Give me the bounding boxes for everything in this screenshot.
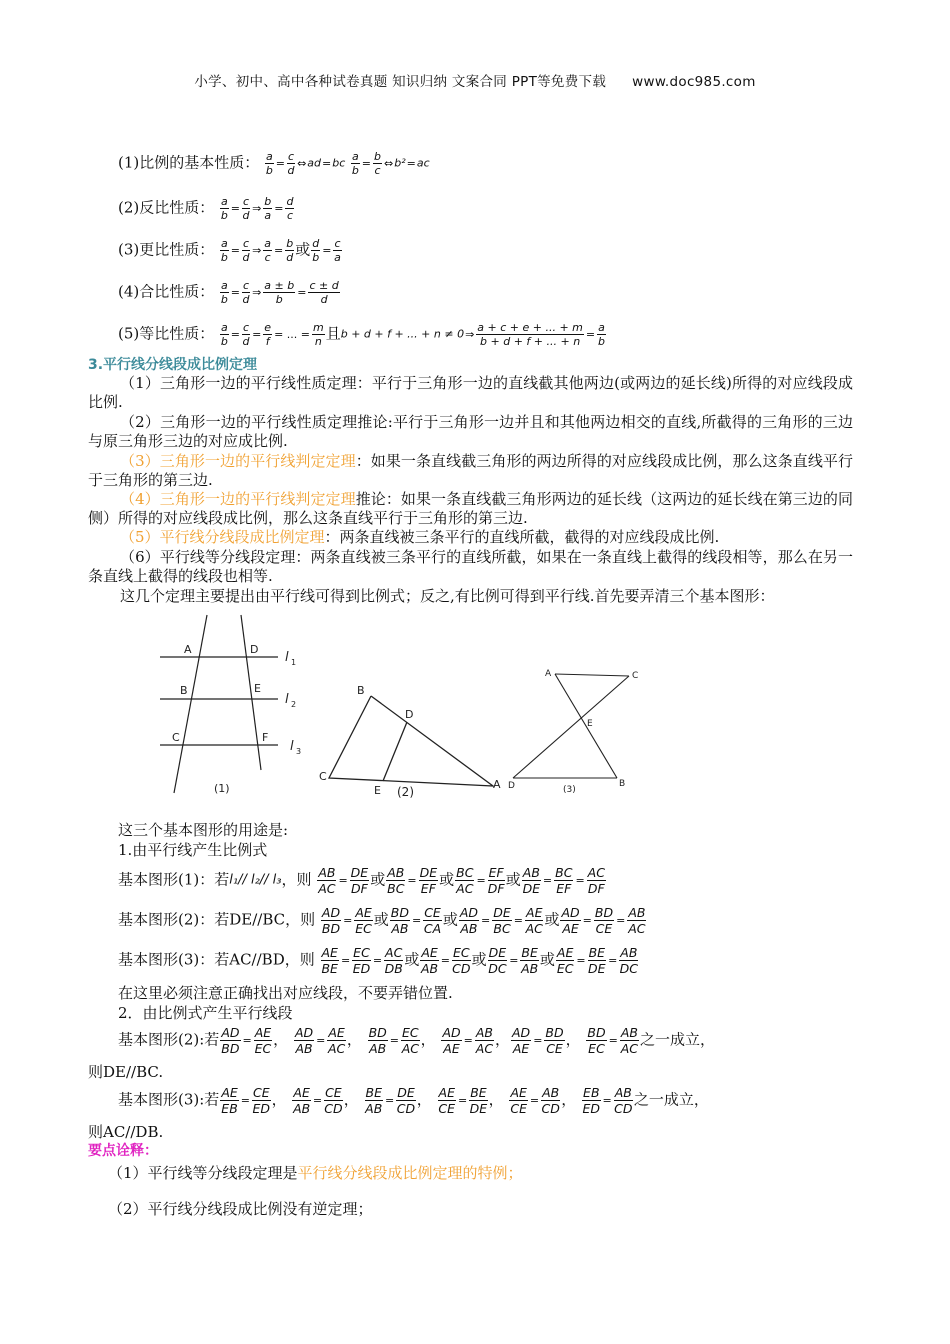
caption-1: (1) [214,782,230,795]
label-l2: l [285,692,289,707]
header-site: www.doc985.com [632,74,756,90]
label-A: A [545,669,552,679]
theorem-4: （4）三角形一边的平行线判定定理推论：如果一条直线截三角形两边的延长线（这两边的延长线在第三边的同侧）所得的对应线段成比例，那么这条直线平行于三角形的第三边. [88,490,853,527]
theorem-1: （1）三角形一边的平行线性质定理：平行于三角形一边的直线截其他两边(或两边的延长线)所得的对应线段成比例. [88,374,853,411]
label-B: B [619,779,626,789]
section-title: 3.平行线分线段成比例定理 [88,357,258,373]
label-A: A [493,778,501,791]
keypoint-1: （1）平行线等分线段定理是平行线分线段成比例定理的特例； [108,1164,523,1182]
prop-inverse: (2)反比性质： $\frac{a}{b}$ = $\frac{c}{d}$ ⇒ $\frac{b}{a}$ = $\frac{d}{c}$ [118,195,294,222]
prop-addition: (4)合比性质： $\frac{a}{b}$ = $\frac{c}{d}$ ⇒ $\frac{a \pm b}{b}$ = $\frac{c \pm d}{d}$ [118,279,339,306]
segment-AC [555,674,629,676]
theorem-3: （3）三角形一边的平行线判定定理：如果一条直线截三角形的两边所得的对应线段成比例，那么这条直线平行于三角形的第三边. [88,452,853,489]
segment-CD [513,676,629,778]
theorem-6: （6）平行线等分线段定理：两条直线被三条平行的直线所截，如果在一条直线上截得的线段相等，那么在另一条直线上截得的线段也相等. [88,548,853,585]
label-l3: l [290,739,294,754]
uses-intro: 这三个基本图形的用途是: [118,821,289,839]
label-l1: l [285,650,289,665]
caption-3: (3) [563,785,576,795]
figure-3 [505,660,655,800]
figure-2-parallel-conditions: 基本图形(2):若 $\frac{AD}{BD}$ = $\frac{AE}{EC}$ ， $\frac{AD}{AB}$ = $\frac{AE}{AC}$ ， $\frac{BD}{AB}$ = $\frac{EC}{AC}$ ， $\frac{AD}{AE}$ = $\frac{AB}{AC}$ ， $\frac{AD}{AE}$ = $\frac{BD}{CE}$ ， $\frac{BD}{EC}$ = $\frac{AB}{AC}$ 之一成立， [118,1025,715,1056]
label-E: E [374,784,381,797]
label-l3-sub: 3 [296,747,302,756]
keypoint-2: （2）平行线分线段成比例没有逆定理； [108,1200,373,1218]
theorem-2: （2）三角形一边的平行线性质定理推论:平行于三角形一边并且和其他两边相交的直线,所截得的三角形的三边与原三角形三边的对应成比例. [88,413,853,450]
fraction: $\frac{b}{c}$ [374,150,381,177]
label-C: C [632,671,639,681]
fraction: $\frac{a}{b}$ [265,150,273,177]
page-header [0,70,950,90]
label-E: E [587,719,593,729]
caption-2: (2) [397,785,414,799]
prop-alternate: (3)更比性质： $\frac{a}{b}$ = $\frac{c}{d}$ ⇒ $\frac{a}{c}$ = $\frac{b}{d}$ 或 $\frac{d}{b}$ = $\frac{c}{a}$ [118,237,341,264]
figure-2-conclusion: 则DE//BC. [88,1063,164,1081]
transversal-left [174,615,207,793]
figure-1 [150,605,320,800]
label-C: C [172,731,180,744]
header-title: 小学、初中、高中各种试卷真题 知识归纳 文案合同 PPT等免费下载 [194,74,607,90]
fraction: $\frac{c}{d}$ [287,150,295,177]
figure-2 [315,678,510,803]
label-F: F [262,731,269,744]
fraction: $\frac{a}{b}$ [351,150,359,177]
prop-equal-ratio: (5)等比性质： $\frac{a}{b}$ = $\frac{c}{d}$ = $\frac{e}{f}$ = ... = $\frac{m}{n}$ 且b + d + f + ... + n ≠ 0⇒ $\frac{a + c + e + ... + m}{b + d + f + ... + n}$ = $\frac{a}{b}$ [118,321,605,348]
uses-heading-1: 1.由平行线产生比例式 [118,841,268,859]
figure-3-parallel-conditions: 基本图形(3):若 $\frac{AE}{EB}$ = $\frac{CE}{ED}$ ， $\frac{AE}{AB}$ = $\frac{CE}{CD}$ ， $\frac{BE}{AB}$ = $\frac{DE}{CD}$ ， $\frac{AE}{CE}$ = $\frac{BE}{DE}$ ， $\frac{AE}{CE}$ = $\frac{AB}{CD}$ ， $\frac{EB}{ED}$ = $\frac{AB}{CD}$ 之一成立， [118,1085,709,1116]
figure-2-proportions: 基本图形(2)：若DE//BC，则 $\frac{AD}{BD}$ = $\frac{AE}{EC}$ 或 $\frac{BD}{AB}$ = $\frac{CE}{CA}$ 或 $\frac{AD}{AB}$ = $\frac{DE}{BC}$ = $\frac{AE}{AC}$ 或 $\frac{AD}{AE}$ = $\frac{BD}{CE}$ = $\frac{AB}{AC}$ [118,905,646,936]
label-D: D [508,781,515,791]
figure-3-conclusion: 则AC//DB. [88,1123,164,1141]
label-A: A [184,643,192,656]
uses-heading-2: 2．由比例式产生平行线段 [118,1004,293,1022]
label-D: D [250,643,259,656]
label-D: D [405,708,414,721]
segment-DE [383,722,407,781]
segment-AB [555,674,617,778]
label-l2-sub: 2 [291,700,297,709]
figure-3-proportions: 基本图形(3)：若AC//BD，则 $\frac{AE}{BE}$ = $\frac{EC}{ED}$ = $\frac{AC}{DB}$ 或 $\frac{AE}{AB}$ = $\frac{EC}{CD}$ 或 $\frac{DE}{DC}$ = $\frac{BE}{AB}$ 或 $\frac{AE}{EC}$ = $\frac{BE}{DE}$ = $\frac{AB}{DC}$ [118,945,639,976]
theorem-summary: 这几个定理主要提出由平行线可得到比例式；反之,有比例可得到平行线.首先要弄清三个基本图形： [120,587,775,605]
label-E: E [254,682,261,695]
prop-basic: (1)比例的基本性质： $\frac{a}{b}$ = $\frac{c}{d}$ ⇔ad=bc $\frac{a}{b}$ = $\frac{b}{c}$ ⇔b²=ac [118,150,430,177]
uses-note: 在这里必须注意正确找出对应线段，不要弄错位置. [118,984,453,1002]
label-l1-sub: 1 [291,658,297,667]
label-B: B [180,684,188,697]
keypoints-title: 要点诠释： [88,1143,158,1159]
label-C: C [319,770,327,783]
theorem-5: （5）平行线分线段成比例定理：两条直线被三条平行的直线所截，截得的对应线段成比例. [120,528,720,546]
figure-1-proportions: 基本图形(1)：若l₁// l₂// l₃，则 $\frac{AB}{AC}$ = $\frac{DE}{DF}$ 或 $\frac{AB}{BC}$ = $\frac{DE}{EF}$ 或 $\frac{BC}{AC}$ = $\frac{EF}{DF}$ 或 $\frac{AB}{DE}$ = $\frac{BC}{EF}$ = $\frac{AC}{DF}$ [118,865,605,896]
label-B: B [357,684,365,697]
